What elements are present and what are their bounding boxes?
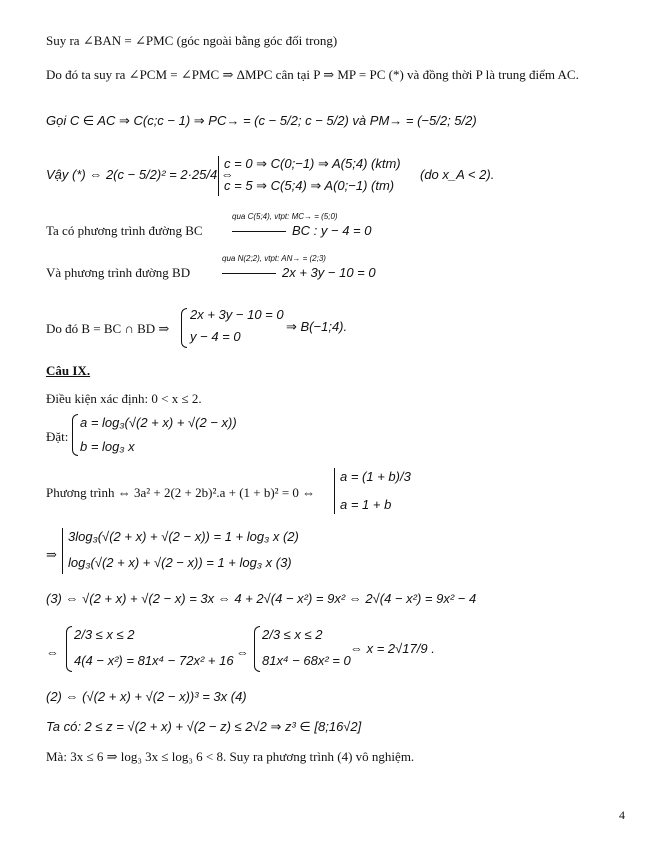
text-line: Phương trình ⇔ 3a² + 2(2 + 2b)².a + (1 + b)² = 0 ⇔ (46, 485, 316, 500)
case-line: a = (1 + b)/3 (340, 469, 411, 484)
text-line: Do đó ta suy ra ∠PCM = ∠PMC ⇒ ΔMPC cân tại P ⇒ MP = PC (*) và đồng thời P là trung điểm AC. (46, 67, 579, 82)
text-line: ⇒ (46, 547, 57, 562)
case-bracket (62, 528, 63, 574)
system-line: 2/3 ≤ x ≤ 2 (74, 627, 135, 642)
arrow-annotation: qua N(2;2), vtpt: AN→ = (2;3) (222, 254, 326, 263)
arrow-annotation: qua C(5;4), vtpt: MC→ = (5;0) (232, 212, 338, 221)
math-line: ⇒ B(−1;4). (286, 319, 348, 334)
section-heading: Câu IX. (46, 363, 91, 378)
math-line: Gọi C ∈ AC ⇒ C(c;c − 1) ⇒ PC→ = (c − 5/2; c − 5/2) và PM→ = (−5/2; 5/2) (46, 113, 477, 128)
math-line: (do x_A < 2). (420, 167, 495, 182)
system-line: 81x⁴ − 68x² = 0 (262, 653, 351, 668)
text-line: Do đó B = BC ∩ BD ⇒ (46, 321, 170, 336)
system-brace (181, 308, 187, 348)
math-line: ⇔ x = 2√17/9 . (350, 641, 435, 656)
case-line: log₃(√(2 + x) + √(2 − x)) = 1 + log₃ x (3) (68, 555, 292, 570)
math-line: Ta có: 2 ≤ z = √(2 + x) + √(2 − z) ≤ 2√2 ⇒ z³ ∈ [8;16√2] (46, 719, 362, 734)
system-line: 4(4 − x²) = 81x⁴ − 72x² + 16 (74, 653, 234, 668)
text-line: Và phương trình đường BD (46, 265, 191, 280)
system-line: b = log₃ x (80, 439, 135, 454)
text-line: Mà: 3x ≤ 6 ⇒ log₃ 3x ≤ log₃ 6 < 8. Suy ra phương trình (4) vô nghiệm. (46, 749, 415, 764)
math-line: BC : y − 4 = 0 (292, 223, 372, 238)
case-line: c = 5 ⇒ C(5;4) ⇒ A(0;−1) (tm) (224, 178, 395, 193)
case-line: 3log₃(√(2 + x) + √(2 − x)) = 1 + log₃ x (2) (68, 529, 299, 544)
system-line: 2x + 3y − 10 = 0 (190, 307, 284, 322)
math-line: ⇔ (236, 645, 249, 660)
text-line: Suy ra ∠BAN = ∠PMC (góc ngoài bằng góc đối trong) (46, 33, 338, 48)
math-line: 2x + 3y − 10 = 0 (282, 265, 376, 280)
case-line: c = 0 ⇒ C(0;−1) ⇒ A(5;4) (ktm) (224, 156, 401, 171)
system-brace (254, 626, 260, 672)
system-line: 2/3 ≤ x ≤ 2 (262, 627, 323, 642)
case-bracket (218, 156, 219, 196)
text-line: Đặt: (46, 429, 69, 444)
page-number: 4 (619, 808, 625, 822)
math-line: (3) ⇔ √(2 + x) + √(2 − x) = 3x ⇔ 4 + 2√(4 − x²) = 9x² ⇔ 2√(4 − x²) = 9x² − 4 (46, 591, 477, 606)
math-line: (2) ⇔ (√(2 + x) + √(2 − x))³ = 3x (4) (46, 689, 247, 704)
system-line: a = log₃(√(2 + x) + √(2 − x)) (80, 415, 237, 430)
case-bracket (334, 468, 335, 514)
text-line: Ta có phương trình đường BC (46, 223, 203, 238)
system-brace (66, 626, 72, 672)
arrow-line (222, 273, 276, 274)
math-line: Vậy (*) ⇔ 2(c − 5/2)² = 2·25/4 ⇔ (46, 167, 234, 182)
system-brace (72, 414, 78, 456)
case-line: a = 1 + b (340, 497, 392, 512)
math-line: ⇔ (46, 645, 59, 660)
arrow-line (232, 231, 286, 232)
system-line: y − 4 = 0 (190, 329, 241, 344)
text-line: Điều kiện xác định: 0 < x ≤ 2. (46, 391, 202, 406)
